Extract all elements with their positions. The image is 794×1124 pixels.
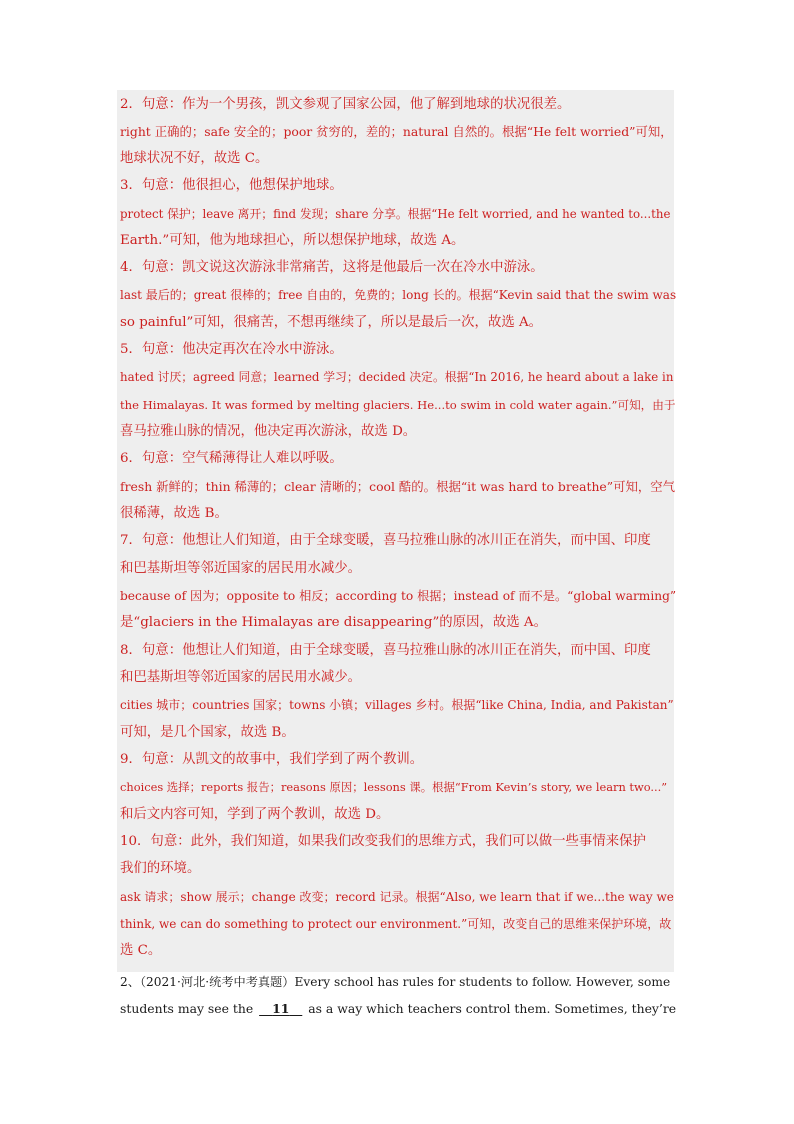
explanation-line: 8．句意：他想让人们知道，由于全球变暖，喜马拉雅山脉的冰川正在消失，而中国、印度 [120, 643, 651, 658]
explanation-line: 4．句意：凯文说这次游泳非常痛苦，这将是他最后一次在冷水中游泳。 [120, 260, 544, 275]
explanation-line: the Himalayas. It was formed by melting glaciers. He...to swim in cold water again.”可知，由于 [120, 398, 676, 412]
explanation-line: 2．句意：作为一个男孩，凯文参观了国家公园，他了解到地球的状况很差。 [120, 97, 571, 112]
explanation-line: 5．句意：他决定再次在冷水中游泳。 [120, 342, 343, 357]
explanation-line: 我们的环境。 [120, 861, 201, 876]
explanation-line: 是“glaciers in the Himalayas are disappearing”的原因，故选 A。 [120, 615, 547, 630]
explanation-line: 喜马拉雅山脉的情况，他决定再次游泳，故选 D。 [120, 424, 417, 439]
explanation-line: fresh 新鲜的；thin 稀薄的；clear 清晰的；cool 酷的。根据“it was hard to breathe”可知，空气 [120, 479, 676, 494]
explanation-line: last 最后的；great 很棒的；free 自由的，免费的；long 长的。根据“Kevin said that the swim was [120, 288, 677, 302]
explanation-line: cities 城市；countries 国家；towns 小镇；villages 乡村。根据“like China, India, and Pakistan” [120, 698, 674, 712]
explanation-line: 地球状况不好，故选 C。 [120, 151, 269, 166]
explanation-line: 和后文内容可知，学到了两个教训，故选 D。 [120, 807, 390, 822]
explanation-line: 10．句意：此外，我们知道，如果我们改变我们的思维方式，我们可以做一些事情来保护 [120, 834, 646, 849]
explanation-line: 很稀薄，故选 B。 [120, 506, 228, 521]
explanation-line: so painful”可知，很痛苦，不想再继续了，所以是最后一次，故选 A。 [120, 315, 543, 330]
blank-11 [257, 999, 304, 1019]
blank-number: 11 [272, 1001, 290, 1016]
question-2-text [120, 999, 676, 1019]
explanation-line: 6．句意：空气稀薄得让人难以呼吸。 [120, 451, 343, 466]
explanation-line: 和巴基斯坦等邻近国家的居民用水减少。 [120, 670, 362, 685]
explanation-line: Earth.”可知，他为地球担心，所以想保护地球，故选 A。 [120, 233, 465, 248]
question-2-text-end: as a way which teachers control them. Sometimes, they’re [308, 1001, 677, 1016]
question-2-text-start: students may see the [120, 1001, 254, 1016]
explanation-line: ask 请求；show 展示；change 改变；record 记录。根据“Also, we learn that if we...the way we [120, 890, 674, 904]
explanation-line: 和巴基斯坦等邻近国家的居民用水减少。 [120, 561, 362, 576]
explanation-line: 9．句意：从凯文的故事中，我们学到了两个教训。 [120, 752, 424, 767]
explanation-line: right 正确的；safe 安全的；poor 贫穷的，差的；natural 自然的。根据“He felt worried”可知， [120, 124, 673, 139]
explanation-line: 选 C。 [120, 943, 162, 958]
explanation-line: think, we can do something to protect our environment.”可知，改变自己的思维来保护环境，故 [120, 917, 672, 931]
explanation-line: hated 讨厌；agreed 同意；learned 学习；decided 决定。根据“In 2016, he heard about a lake in [120, 370, 674, 384]
explanation-line: 3．句意：他很担心，他想保护地球。 [120, 178, 343, 193]
explanation-line: choices 选择；reports 报告；reasons 原因；lessons 课。根据“From Kevin’s story, we learn two...” [120, 780, 668, 794]
explanation-line: 7．句意：他想让人们知道，由于全球变暖，喜马拉雅山脉的冰川正在消失，而中国、印度 [120, 533, 651, 548]
explanation-line: 可知，是几个国家，故选 B。 [120, 725, 295, 740]
explanation-line: protect 保护；leave 离开；find 发现；share 分享。根据“He felt worried, and he wanted to...the [120, 207, 671, 221]
question-2-header: 2、（2021·河北·统考中考真题）Every school has rules for students to follow. However, some [120, 975, 671, 989]
explanation-line: because of 因为；opposite to 相反；according to 根据；instead of 而不是。“global warming” [120, 589, 677, 603]
